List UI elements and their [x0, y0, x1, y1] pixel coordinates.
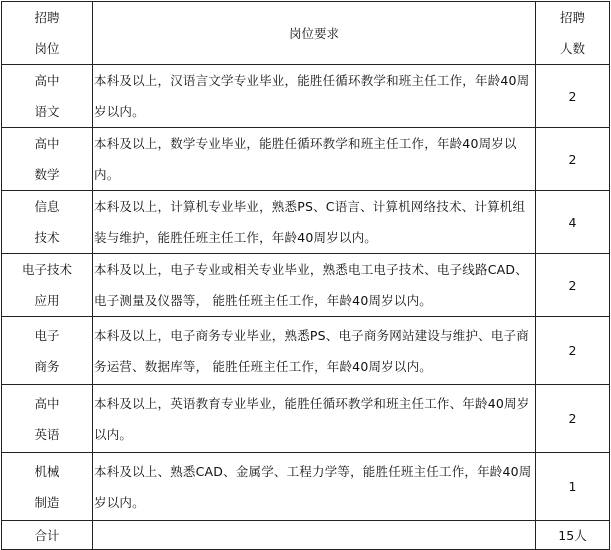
count-cell: 2	[536, 385, 610, 453]
requirement-cell: 本科及以上，英语教育专业毕业，能胜任循环教学和班主任工作、年龄40周岁以内。	[93, 385, 536, 453]
position-line1: 电子技术	[21, 262, 72, 277]
requirement-cell: 本科及以上，计算机专业毕业，熟悉PS、C语言、计算机网络技术、计算机组装与维护，能胜任班主任工作，年龄40周岁以内。	[93, 191, 536, 254]
position-cell	[2, 385, 93, 453]
total-row	[2, 521, 610, 550]
header-count-line2: 人数	[559, 41, 585, 56]
position-cell	[2, 191, 93, 254]
position-cell	[2, 317, 93, 385]
requirement-cell: 本科及以上，数学专业毕业，能胜任循环教学和班主任工作，年龄40周岁以内。	[93, 128, 536, 191]
position-cell	[2, 128, 93, 191]
requirement-cell: 本科及以上，电子商务专业毕业，熟悉PS、电子商务网站建设与维护、电子商务运营、数据库等， 能胜任班主任工作，年龄40周岁以内。	[93, 317, 536, 385]
count-cell: 2	[536, 317, 610, 385]
position-line2: 语文	[34, 104, 60, 119]
position-line2: 制造	[34, 494, 60, 510]
position-cell	[2, 453, 93, 521]
header-count	[536, 2, 610, 65]
position-line2: 英语	[34, 426, 60, 442]
position-line1: 高中	[34, 136, 60, 151]
count-cell: 2	[536, 128, 610, 191]
position-cell	[2, 65, 93, 128]
requirement-cell: 本科及以上，汉语言文学专业毕业，能胜任循环教学和班主任工作，年龄40周岁以内。	[93, 65, 536, 128]
position-line1: 信息	[34, 199, 60, 214]
table-row	[2, 317, 610, 385]
total-requirement	[93, 521, 536, 550]
table-row	[2, 254, 610, 317]
position-line1: 高中	[34, 73, 60, 88]
total-label: 合计	[2, 521, 93, 550]
count-cell: 2	[536, 65, 610, 128]
position-line1: 高中	[34, 395, 60, 411]
total-count: 15人	[536, 521, 610, 550]
count-cell: 1	[536, 453, 610, 521]
table-row	[2, 128, 610, 191]
table-row	[2, 385, 610, 453]
header-position-line1: 招聘	[34, 10, 60, 25]
position-line1: 机械	[34, 463, 60, 479]
count-cell: 2	[536, 254, 610, 317]
requirement-cell: 本科及以上、熟悉CAD、金属学、工程力学等，能胜任班主任工作，年龄40周岁以内。	[93, 453, 536, 521]
header-position	[2, 2, 93, 65]
position-line2: 商务	[34, 358, 60, 374]
table-row	[2, 65, 610, 128]
position-line1: 电子	[34, 327, 60, 343]
table-row	[2, 191, 610, 254]
table-header-row	[2, 2, 610, 65]
position-cell	[2, 254, 93, 317]
header-position-line2: 岗位	[34, 41, 60, 56]
count-cell: 4	[536, 191, 610, 254]
position-line2: 技术	[34, 230, 60, 245]
position-line2: 应用	[34, 293, 60, 308]
requirement-cell: 本科及以上，电子专业或相关专业毕业，熟悉电工电子技术、电子线路CAD、电子测量及仪器等， 能胜任班主任工作，年龄40周岁以内。	[93, 254, 536, 317]
recruitment-table	[1, 1, 610, 550]
header-requirements: 岗位要求	[93, 2, 536, 65]
header-count-line1: 招聘	[559, 10, 585, 25]
position-line2: 数学	[34, 167, 60, 182]
table-row	[2, 453, 610, 521]
